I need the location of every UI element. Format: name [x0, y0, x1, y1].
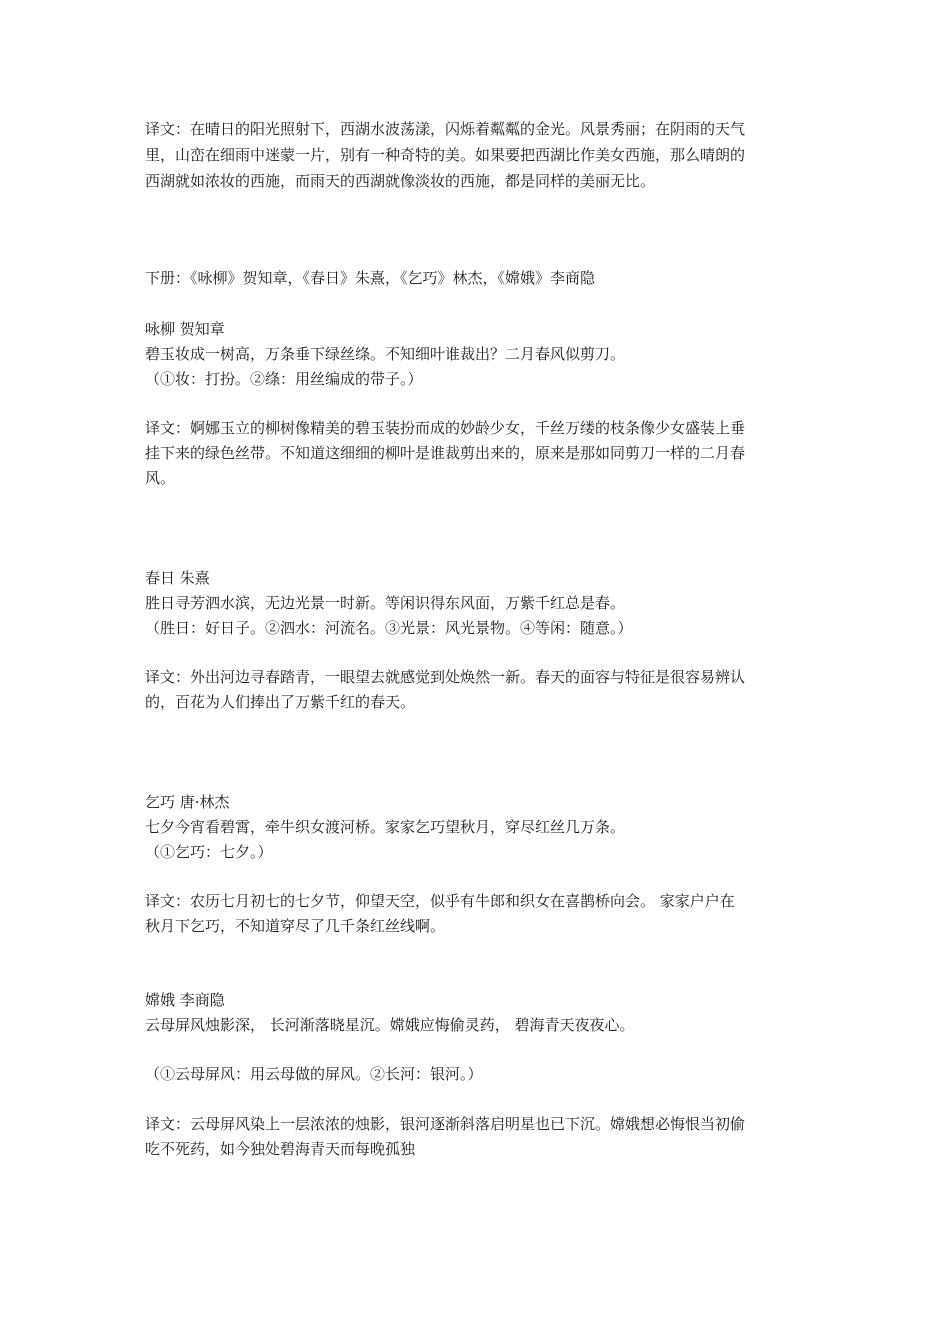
- yongliu-poem: 碧玉妆成一树高，万条垂下绿丝绦。不知细叶谁裁出？二月春风似剪刀。: [145, 345, 626, 363]
- yongliu-translation-line-3: 风。: [145, 469, 176, 487]
- chunri-title: 春日 朱熹: [145, 569, 210, 587]
- change-translation-line-1: 译文：云母屏风染上一层浓浓的烛影，银河逐渐斜落启明星也已下沉。嫦娥想必悔恨当初偷: [145, 1115, 746, 1133]
- chunri-translation-line-1: 译文：外出河边寻春踏青，一眼望去就感觉到处焕然一新。春天的面容与特征是很容易辨认: [145, 668, 746, 686]
- change-translation-line-2: 吃不死药，如今独处碧海青天而每晚孤独: [145, 1140, 416, 1158]
- yongliu-notes: （①妆：打扮。②绦：用丝编成的带子。）: [145, 370, 423, 388]
- chunri-translation-line-2: 的，百花为人们捧出了万紫千红的春天。: [145, 693, 416, 711]
- volume-title: 下册：《咏柳》贺知章，《春日》朱熹，《乞巧》林杰，《嫦娥》李商隐: [145, 269, 596, 287]
- xihu-translation-line-1: 译文：在晴日的阳光照射下，西湖水波荡漾，闪烁着粼粼的金光。风景秀丽；在阴雨的天气: [145, 120, 746, 138]
- qiqiao-notes: （①乞巧：七夕。）: [145, 843, 273, 861]
- yongliu-translation-line-1: 译文：婀娜玉立的柳树像精美的碧玉装扮而成的妙龄少女，千丝万缕的枝条像少女盛装上垂: [145, 419, 746, 437]
- qiqiao-translation-line-2: 秋月下乞巧，不知道穿尽了几千条红丝线啊。: [145, 917, 446, 935]
- chunri-notes: （胜日：好日子。②泗水：河流名。③光景：风光景物。④等闲：随意。）: [145, 619, 633, 637]
- qiqiao-translation-line-1: 译文：农历七月初七的七夕节，仰望天空，似乎有牛郎和织女在喜鹊桥向会。 家家户户在: [145, 892, 735, 910]
- change-notes: （①云母屏风：用云母做的屏风。②长河：银河。）: [145, 1065, 483, 1083]
- qiqiao-poem: 七夕今宵看碧霄，牵牛织女渡河桥。家家乞巧望秋月，穿尽红丝几万条。: [145, 818, 626, 836]
- chunri-poem: 胜日寻芳泗水滨，无边光景一时新。等闲识得东风面，万紫千红总是春。: [145, 594, 626, 612]
- change-poem: 云母屏风烛影深， 长河渐落晓星沉。嫦娥应悔偷灵药， 碧海青天夜夜心。: [145, 1016, 635, 1034]
- xihu-translation-line-3: 西湖就如浓妆的西施，而雨天的西湖就像淡妆的西施，都是同样的美丽无比。: [145, 172, 656, 190]
- yongliu-translation-line-2: 挂下来的绿色丝带。不知道这细细的柳叶是谁裁剪出来的，原来是那如同剪刀一样的二月春: [145, 444, 746, 462]
- xihu-translation-line-2: 里，山峦在细雨中迷蒙一片，别有一种奇特的美。如果要把西湖比作美女西施，那么晴朗的: [145, 146, 746, 164]
- yongliu-title: 咏柳 贺知章: [145, 320, 225, 338]
- qiqiao-title: 乞巧 唐·林杰: [145, 793, 230, 811]
- change-title: 嫦娥 李商隐: [145, 991, 225, 1009]
